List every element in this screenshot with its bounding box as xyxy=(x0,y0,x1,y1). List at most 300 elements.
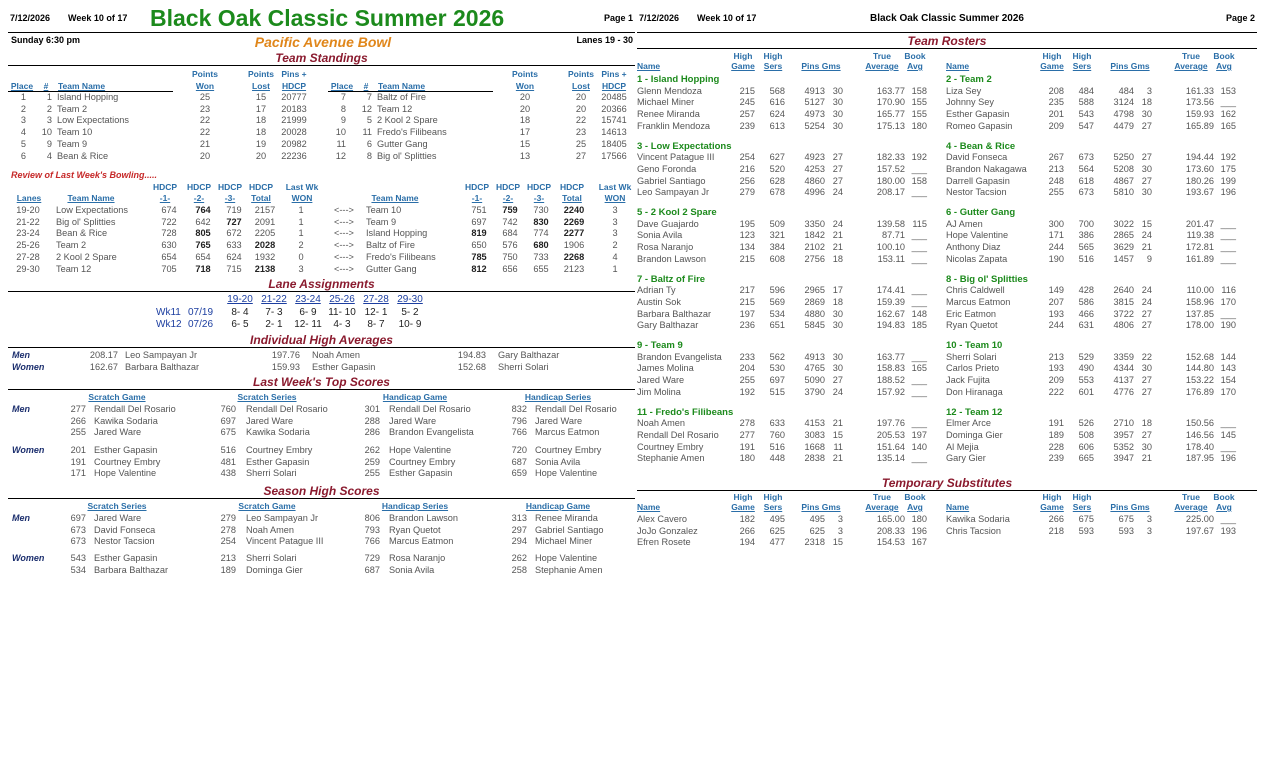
player-average: 139.58 xyxy=(876,218,905,229)
avg-value: 159.93 xyxy=(271,362,300,372)
subs-heading: Temporary Substitutes xyxy=(637,476,1257,491)
col-g3: -3- xyxy=(533,193,545,203)
standing-won: 18 xyxy=(519,115,531,126)
player-high-sers: 633 xyxy=(769,418,785,429)
league-title-2: Black Oak Classic Summer 2026 xyxy=(870,13,1024,24)
review-total-a: 2138 xyxy=(254,263,276,274)
score-col-heading: Handicap Game xyxy=(382,392,448,402)
review-total-a: 2091 xyxy=(254,216,276,227)
col-g1: -1- xyxy=(471,193,483,203)
player-name: Renee Miranda xyxy=(637,109,700,120)
col-lost: Lost xyxy=(252,81,270,91)
player-name: Al Mejia xyxy=(946,441,979,452)
col-g2: HDCP xyxy=(495,182,521,192)
player-book: 196 xyxy=(911,525,927,536)
standing-team: Fredo's Filibeans xyxy=(377,127,447,138)
player-high-game: 216 xyxy=(739,163,755,174)
player-high-game: 213 xyxy=(1048,351,1064,362)
score-name: Jared Ware xyxy=(94,513,142,523)
player-average: 178.40 xyxy=(1185,441,1214,452)
player-games: 15 xyxy=(832,429,843,440)
player-average: 208.17 xyxy=(876,187,905,198)
avg-name: Barbara Balthazar xyxy=(125,362,200,372)
standing-team: Team 10 xyxy=(57,127,93,138)
player-high-sers: 618 xyxy=(1078,175,1094,186)
player-games: 18 xyxy=(832,253,843,264)
player-average: 157.92 xyxy=(876,386,905,397)
standing-pins: 20982 xyxy=(281,138,307,149)
player-high-sers: 509 xyxy=(769,218,785,229)
review-game: 718 xyxy=(195,263,211,274)
score-value: 534 xyxy=(70,564,86,575)
player-high-sers: 516 xyxy=(769,441,785,452)
score-value: 687 xyxy=(364,564,380,575)
player-book: 190 xyxy=(1220,320,1236,331)
player-average: 144.80 xyxy=(1185,363,1214,374)
report-week: Week 10 of 17 xyxy=(68,13,128,23)
player-name: Dominga Gier xyxy=(946,429,1003,440)
player-pins: 4880 xyxy=(804,308,825,319)
team-name: 2 - Team 2 xyxy=(946,74,992,85)
col-high: High xyxy=(1072,492,1092,502)
player-pins: 2838 xyxy=(804,453,825,464)
player-games: 24 xyxy=(832,187,843,198)
player-average: 175.13 xyxy=(876,120,905,131)
player-average: 87.71 xyxy=(882,230,905,241)
player-average: 153.11 xyxy=(877,253,905,264)
score-value: 189 xyxy=(220,564,236,575)
player-name: Gary Balthazar xyxy=(637,320,699,331)
player-average: 161.33 xyxy=(1185,85,1214,96)
col-pins-gms: Pins Gms xyxy=(801,502,841,512)
player-book: 192 xyxy=(1220,152,1236,163)
col-place: Place xyxy=(330,81,354,91)
player-pins: 4253 xyxy=(804,163,825,174)
review-game: 715 xyxy=(226,263,242,274)
player-high-game: 215 xyxy=(739,296,755,307)
player-high-game: 244 xyxy=(1048,242,1064,253)
player-book: 180 xyxy=(911,514,927,524)
review-total-b: 2277 xyxy=(563,228,585,239)
review-game: 633 xyxy=(226,240,242,251)
player-high-sers: 613 xyxy=(769,120,785,131)
standing-won: 13 xyxy=(519,150,531,161)
col-points: Points xyxy=(192,69,218,79)
standing-lost: 15 xyxy=(255,92,267,102)
lane-matchup: 7- 3 xyxy=(265,307,283,318)
player-book: 145 xyxy=(1220,429,1236,440)
standing-lost: 27 xyxy=(575,150,587,161)
avg-value: 208.17 xyxy=(89,350,118,360)
player-high-game: 245 xyxy=(739,97,755,108)
player-pins: 2965 xyxy=(804,285,825,296)
player-average: 119.38 xyxy=(1186,230,1214,241)
score-name: Hope Valentine xyxy=(94,468,157,479)
score-value: 278 xyxy=(220,524,236,535)
player-high-sers: 543 xyxy=(1078,109,1094,120)
score-value: 171 xyxy=(70,468,86,479)
player-book: 140 xyxy=(911,441,927,452)
player-average: 100.10 xyxy=(876,242,905,253)
player-pins: 3083 xyxy=(804,429,825,440)
standing-place: 10 xyxy=(335,127,346,138)
col-total: Total xyxy=(562,193,582,203)
col-game: Game xyxy=(1040,61,1064,71)
lane-matchup: 12- 1 xyxy=(364,307,388,318)
player-name: James Molina xyxy=(637,363,694,374)
lanes-range: Lanes 19 - 30 xyxy=(576,35,633,45)
page-2 xyxy=(637,0,1257,600)
player-pins: 675 xyxy=(1118,514,1134,524)
review-won-b: 3 xyxy=(612,216,618,227)
player-high-game: 194 xyxy=(739,537,755,548)
score-value: 255 xyxy=(364,468,380,479)
col-game: Game xyxy=(731,502,755,512)
col-total: HDCP xyxy=(559,182,585,192)
player-average: 135.14 xyxy=(876,453,905,464)
player-name: Efren Rosete xyxy=(637,537,691,548)
standing-num: 7 xyxy=(366,92,372,102)
standing-lost: 20 xyxy=(575,103,587,114)
avg-name: Sherri Solari xyxy=(498,362,549,372)
score-name: Ryan Quetot xyxy=(389,524,441,535)
col-won: WON xyxy=(291,193,313,203)
player-high-game: 215 xyxy=(739,85,755,96)
review-won-b: 1 xyxy=(612,263,618,274)
review-team-a: Bean & Rice xyxy=(56,228,108,239)
standing-num: 9 xyxy=(46,138,52,149)
page-1 xyxy=(8,0,635,600)
player-pins: 484 xyxy=(1118,85,1134,96)
score-value: 687 xyxy=(511,456,527,467)
player-high-sers: 675 xyxy=(1078,514,1094,524)
score-value: 720 xyxy=(511,445,527,455)
review-lanes: 29-30 xyxy=(16,263,40,274)
player-name: Brandon Nakagawa xyxy=(946,163,1027,174)
review-game: 765 xyxy=(195,240,211,251)
day-time: Sunday 6:30 pm xyxy=(11,35,81,45)
player-high-game: 201 xyxy=(1048,109,1064,120)
player-name: Chris Tacsion xyxy=(946,525,1001,536)
player-book: 185 xyxy=(911,320,927,331)
player-book: 180 xyxy=(911,120,927,131)
col-team-name: Team Name xyxy=(371,193,419,203)
score-name: Dominga Gier xyxy=(246,564,303,575)
player-book: 165 xyxy=(911,363,927,374)
standing-pins: 21999 xyxy=(281,115,307,126)
player-average: 182.33 xyxy=(876,152,905,163)
player-high-sers: 529 xyxy=(1078,351,1094,362)
player-high-sers: 321 xyxy=(769,230,785,241)
team-name: 9 - Team 9 xyxy=(637,340,683,351)
review-team-b: Gutter Gang xyxy=(366,263,417,274)
player-book: 170 xyxy=(1220,386,1236,397)
col-team-name: Team Name xyxy=(58,81,106,91)
player-high-game: 193 xyxy=(1048,363,1064,374)
player-pins: 3350 xyxy=(804,218,825,229)
score-name: Gabriel Santiago xyxy=(535,524,604,535)
standing-won: 22 xyxy=(199,127,211,138)
player-games: 30 xyxy=(832,351,843,362)
men-label: Men xyxy=(12,404,30,414)
player-games: 30 xyxy=(832,109,843,120)
player-average: 162.67 xyxy=(876,308,905,319)
player-book: 115 xyxy=(912,218,927,229)
score-name: Esther Gapasin xyxy=(94,553,158,563)
review-game: 730 xyxy=(533,205,549,215)
player-average: 173.60 xyxy=(1185,163,1214,174)
player-book: 199 xyxy=(1220,175,1236,186)
player-games: 30 xyxy=(832,85,843,96)
review-lanes: 23-24 xyxy=(16,228,40,239)
player-high-sers: 586 xyxy=(1078,296,1094,307)
col-hdcp: HDCP xyxy=(601,81,627,91)
player-high-game: 266 xyxy=(739,525,755,536)
score-name: Sonia Avila xyxy=(535,456,581,467)
review-game: 727 xyxy=(226,216,242,227)
player-book: ___ xyxy=(1220,230,1236,241)
col-g3: HDCP xyxy=(526,182,552,192)
player-high-sers: 673 xyxy=(1078,187,1094,198)
lane-pair-link: 27-28 xyxy=(363,294,389,305)
player-pins: 4479 xyxy=(1113,120,1134,131)
col-pins-gms: Pins Gms xyxy=(1110,61,1150,71)
player-high-game: 208 xyxy=(1048,85,1064,96)
player-name: Ryan Quetot xyxy=(946,320,998,331)
player-high-game: 256 xyxy=(739,175,755,186)
lane-matchup: 12- 11 xyxy=(294,319,322,330)
standing-team: Island Hopping xyxy=(57,92,119,102)
player-book: ___ xyxy=(1220,441,1236,452)
score-value: 832 xyxy=(511,404,527,414)
player-high-game: 213 xyxy=(1048,163,1064,174)
player-name: Sherri Solari xyxy=(946,351,997,362)
score-value: 288 xyxy=(364,415,380,426)
player-book: ___ xyxy=(1220,253,1236,264)
player-high-sers: 700 xyxy=(1078,218,1094,229)
player-pins: 5208 xyxy=(1113,163,1134,174)
col-name: Name xyxy=(637,502,661,512)
standing-pins: 20777 xyxy=(281,92,307,102)
high-avg-heading: Individual High Averages xyxy=(8,333,635,348)
review-total-a: 1932 xyxy=(254,251,276,262)
standing-won: 20 xyxy=(519,92,531,102)
review-won-b: 4 xyxy=(612,251,618,262)
player-high-sers: 520 xyxy=(769,163,785,174)
player-high-sers: 466 xyxy=(1078,308,1094,319)
player-average: 163.77 xyxy=(876,351,905,362)
player-book: 148 xyxy=(911,308,927,319)
player-games: 24 xyxy=(1141,285,1152,296)
col-pins-gms: Pins Gms xyxy=(801,61,841,71)
col-average: Average xyxy=(865,61,899,71)
score-value: 191 xyxy=(70,456,86,467)
score-value: 673 xyxy=(70,536,86,547)
score-value: 255 xyxy=(70,427,86,438)
score-name: Courtney Embry xyxy=(94,456,161,467)
review-arrow: <---> xyxy=(334,263,354,274)
player-book: ___ xyxy=(911,375,927,386)
player-high-game: 191 xyxy=(1048,418,1064,429)
player-book: ___ xyxy=(911,351,927,362)
review-game: 812 xyxy=(471,263,487,274)
review-game: 624 xyxy=(226,251,242,262)
standing-lost: 18 xyxy=(255,127,267,138)
score-value: 213 xyxy=(220,553,236,563)
player-pins: 5845 xyxy=(804,320,825,331)
player-high-game: 193 xyxy=(1048,308,1064,319)
lane-matchup: 6- 5 xyxy=(231,319,249,330)
player-book: 144 xyxy=(1220,351,1236,362)
score-name: Esther Gapasin xyxy=(246,456,310,467)
player-high-game: 279 xyxy=(739,187,755,198)
score-value: 675 xyxy=(220,427,236,438)
player-high-game: 192 xyxy=(739,386,755,397)
standing-won: 20 xyxy=(199,150,211,161)
score-name: Brandon Lawson xyxy=(389,513,458,523)
team-standings xyxy=(8,69,635,165)
player-name: Rendall Del Rosario xyxy=(637,429,719,440)
standing-won: 25 xyxy=(199,92,211,102)
standing-num: 6 xyxy=(366,138,372,149)
player-high-sers: 569 xyxy=(769,296,785,307)
col-g1: HDCP xyxy=(152,182,178,192)
player-high-sers: 565 xyxy=(1078,242,1094,253)
player-name: Kawika Sodaria xyxy=(946,514,1010,524)
player-pins: 4973 xyxy=(804,109,825,120)
player-book: 167 xyxy=(911,537,927,548)
col-lost: Lost xyxy=(572,81,590,91)
player-pins: 2865 xyxy=(1113,230,1134,241)
player-average: 170.90 xyxy=(876,97,905,108)
player-book: ___ xyxy=(911,187,927,198)
review-total-b: 2268 xyxy=(563,251,585,262)
standing-num: 10 xyxy=(41,127,52,138)
player-games: 27 xyxy=(832,375,843,386)
standing-pins: 18405 xyxy=(601,138,627,149)
score-name: Rendall Del Rosario xyxy=(94,404,176,414)
review-game: 672 xyxy=(226,228,242,239)
player-high-game: 222 xyxy=(1048,386,1064,397)
review-total-a: 2205 xyxy=(254,228,276,239)
player-high-sers: 760 xyxy=(769,429,785,440)
standing-place: 5 xyxy=(20,138,26,149)
standing-pins: 15741 xyxy=(601,115,627,126)
col-high: High xyxy=(733,51,753,61)
player-name: Franklin Mendoza xyxy=(637,120,711,131)
bowling-center: Pacific Avenue Bowl xyxy=(254,34,392,50)
standing-place: 3 xyxy=(20,115,26,126)
player-pins: 5352 xyxy=(1113,441,1134,452)
col-name: Name xyxy=(946,502,970,512)
lane-pair-link: 19-20 xyxy=(227,294,253,305)
player-average: 146.56 xyxy=(1185,429,1214,440)
player-games: 27 xyxy=(832,152,843,163)
review-arrow: <---> xyxy=(334,216,354,227)
player-book: ___ xyxy=(911,253,927,264)
player-high-sers: 384 xyxy=(769,242,785,253)
player-pins: 5127 xyxy=(804,97,825,108)
review-game: 750 xyxy=(502,251,518,262)
col-sers: Sers xyxy=(763,502,783,512)
review-game: 680 xyxy=(533,240,549,251)
col-won: WON xyxy=(604,193,626,203)
review-heading: Review of Last Week's Bowling..... xyxy=(11,170,158,180)
player-name: Jared Ware xyxy=(637,375,685,386)
standing-pins: 14613 xyxy=(601,127,627,138)
team-name: 1 - Island Hopping xyxy=(637,74,720,85)
score-value: 258 xyxy=(511,564,527,575)
player-average: 193.67 xyxy=(1185,187,1214,198)
player-average: 225.00 xyxy=(1185,514,1214,524)
player-pins: 5250 xyxy=(1113,152,1134,163)
player-book: ___ xyxy=(1220,308,1236,319)
player-high-game: 248 xyxy=(1048,175,1064,186)
player-book: ___ xyxy=(911,296,927,307)
player-high-sers: 631 xyxy=(1078,320,1094,331)
player-name: Brandon Evangelista xyxy=(637,351,722,362)
player-average: 176.89 xyxy=(1185,386,1214,397)
player-games: 27 xyxy=(1141,152,1152,163)
score-name: Hope Valentine xyxy=(535,553,598,563)
player-high-game: 190 xyxy=(1048,253,1064,264)
col-won: Won xyxy=(515,81,535,91)
review-game: 630 xyxy=(161,240,177,251)
score-value: 259 xyxy=(364,456,380,467)
player-average: 157.52 xyxy=(876,163,905,174)
player-average: 165.00 xyxy=(876,514,905,524)
player-book: 197 xyxy=(911,429,927,440)
player-average: 158.83 xyxy=(876,363,905,374)
player-name: Gabriel Santiago xyxy=(637,175,706,186)
score-name: Hope Valentine xyxy=(389,445,452,455)
standing-pins: 20485 xyxy=(601,92,627,102)
player-pins: 4798 xyxy=(1113,109,1134,120)
season-high-heading: Season High Scores xyxy=(8,484,635,499)
col-hdcp: HDCP xyxy=(281,81,307,91)
review-game: 764 xyxy=(195,205,211,215)
player-name: Romeo Gapasin xyxy=(946,120,1013,131)
player-high-sers: 697 xyxy=(769,375,785,386)
week-label: Wk11 xyxy=(156,307,181,318)
review-team-a: Team 12 xyxy=(56,263,92,274)
review-game: 751 xyxy=(471,205,487,215)
lane-matchup: 5- 2 xyxy=(401,307,419,318)
page-number-2: Page 2 xyxy=(1225,13,1255,23)
score-value: 796 xyxy=(511,415,527,426)
player-pins: 5810 xyxy=(1113,187,1134,198)
page-2-header xyxy=(637,0,1257,33)
player-high-sers: 665 xyxy=(1078,453,1094,464)
col-g3: -3- xyxy=(224,193,236,203)
player-average: 153.22 xyxy=(1185,375,1214,386)
player-games: 18 xyxy=(832,296,843,307)
col-high: High xyxy=(1042,51,1062,61)
score-value: 294 xyxy=(511,536,527,547)
review-total-a: 2028 xyxy=(254,240,276,251)
player-high-game: 215 xyxy=(739,253,755,264)
player-high-sers: 588 xyxy=(1078,97,1094,108)
player-book: ___ xyxy=(911,230,927,241)
score-name: Kawika Sodaria xyxy=(94,415,158,426)
player-name: Nestor Tacsion xyxy=(946,187,1007,198)
player-games: 21 xyxy=(832,453,843,464)
score-col-heading: Handicap Game xyxy=(525,501,591,511)
player-average: 154.53 xyxy=(876,537,905,548)
player-average: 172.81 xyxy=(1185,242,1214,253)
player-games: 15 xyxy=(832,537,843,548)
col-avg: Avg xyxy=(907,502,923,512)
